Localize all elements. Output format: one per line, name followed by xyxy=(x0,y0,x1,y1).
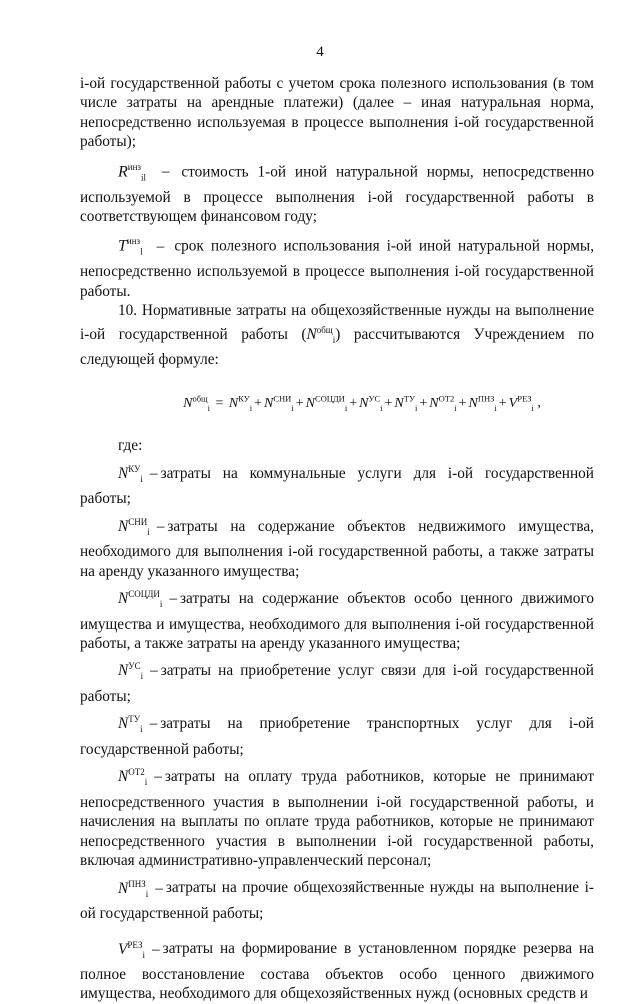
definition-symbol: $N^{ОТ2}_i$ xyxy=(118,767,148,788)
definition-item: $N^{ПНЗ}_i$ – затраты на прочие общехозяйственные нужды на выполнение i-ой государственной работы; xyxy=(80,878,594,923)
definition-item: $N^{СОЦДИ}_i$ – затраты на содержание объектов особо ценного движимого имущества и имущества, необходимого для выполнения i-ой государственной работы, а также затраты на аренду указанного имущества; xyxy=(80,589,594,652)
t-definition: $T^{инз}_l$ – срок полезного использования i-ой иной натуральной нормы, непосредственно используемой в процессе выполнения i-ой государственной работы. xyxy=(80,232,594,301)
definition-text: затраты на прочие общехозяйственные нужды на выполнение i-ой государственной работы; xyxy=(80,879,594,923)
definition-symbol: $N^{КУ}_i$ xyxy=(118,463,143,484)
definition-text: затраты на приобретение услуг связи для i-ой государственной работы; xyxy=(80,662,594,705)
document-body xyxy=(80,74,594,1004)
definition-symbol: $V^{РЕЗ}_i$ xyxy=(118,939,145,960)
page-number: 4 xyxy=(316,44,324,60)
formula-term: $N^{УС}_i$ xyxy=(359,393,383,413)
t-definition-text: срок полезного использования i-ой иной натуральной нормы, непосредственно используемой в процессе выполнения i-ой государственной работы. xyxy=(80,237,595,300)
definition-item: $N^{УС}_i$ – затраты на приобретение услуг связи для i-ой государственной работы; xyxy=(80,661,594,705)
definition-symbol: $N^{СОЦДИ}_i$ xyxy=(118,589,163,610)
paragraph-10: 10. Нормативные затраты на общехозяйственные нужды на выполнение i-ой государственной работы $(N^{общ}_i)$ рассчитываются Учреждением по следующей формуле: xyxy=(80,302,594,369)
n-total-symbol: $N^{общ}_i$ xyxy=(306,324,336,345)
r-definition: $R^{инз}_{il}$ – стоимость 1-ой иной натуральной нормы, непосредственно используемой в процессе выполнения i-ой государственной работы в соответствующем финансовом году; xyxy=(80,158,594,227)
formula-term: $N^{ПНЗ}_i$ xyxy=(468,393,497,413)
definition-symbol: $N^{ТУ}_i$ xyxy=(118,714,143,735)
formula-term: $N^{КУ}_i$ xyxy=(228,393,253,413)
definition-symbol: $N^{ПНЗ}_i$ xyxy=(118,878,149,899)
definition-text: затраты на содержание объектов особо ценного движимого имущества и имущества, необходимого для выполнения i-ой государственной работы, а также затраты на аренду указанного имущества; xyxy=(80,590,594,652)
definition-symbol: $N^{УС}_i$ xyxy=(118,661,144,682)
definition-item: $N^{КУ}_i$ – затраты на коммунальные услуги для i-ой государственной работы; xyxy=(80,463,594,508)
definition-text: затраты на коммунальные услуги для i-ой государственной работы; xyxy=(80,464,594,508)
formula-term: $V^{РЕЗ}_i$ xyxy=(508,393,534,413)
r-symbol: $R^{инз}_{il}$ xyxy=(118,161,146,183)
definition-item: $V^{РЕЗ}_i$ – затраты на формирование в установленном порядке резерва на полное восстановление состава объектов особо ценного движимого имущества, необходимого для общехозяйственных нужд (основных средств и xyxy=(80,939,594,1003)
definition-list xyxy=(80,460,594,1004)
formula-term: $N^{ТУ}_i$ xyxy=(394,393,418,413)
formula-lhs: $N^{общ}_i$ xyxy=(183,393,210,413)
definition-text: затраты на приобретение транспортных услуг для i-ой государственной работы; xyxy=(80,715,594,758)
r-definition-text: стоимость 1-ой иной натуральной нормы, непосредственно используемой в процессе выполнения i-ой государственной работы в соответствующем финансовом году; xyxy=(80,162,595,225)
definition-symbol: $N^{СНИ}_i$ xyxy=(118,516,150,537)
cost-formula: $N^{общ}_i = N^{КУ}_i + N^{СНИ}_i + N^{СОЦДИ}_i + N^{УС}_i + N^{ТУ}_i + N^{ОТ2}_i + N^{ПНЗ}_i + V^{РЕЗ}_i$ , xyxy=(183,393,541,413)
where-label: где: xyxy=(118,437,143,455)
intro-paragraph: i-ой государственной работы с учетом срока полезного использования (в том числе затраты на арендные платежи) (далее – иная натуральная норма, непосредственно используемая в процессе выполнения i-ой государственной работы); xyxy=(80,75,594,151)
definition-text: затраты на формирование в установленном порядке резерва на полное восстановление состава объектов особо ценного движимого имущества, необходимого для общехозяйственных нужд (основных средств и xyxy=(80,940,594,1003)
definition-text: затраты на оплату труда работников, которые не принимают непосредственного участия в выполнении i-ой государственной работы, и начисления на выплаты по оплате труда работников, которые не принимают непосредственного участия в выполнении i-ой государственной работы, включая административно-управленческий персонал; xyxy=(80,768,594,870)
definition-item: $N^{СНИ}_i$ – затраты на содержание объектов недвижимого имущества, необходимого для выполнения i-ой государственной работы, а также затраты на аренду указанного имущества; xyxy=(80,516,594,580)
definition-item: $N^{ТУ}_i$ – затраты на приобретение транспортных услуг для i-ой государственной работы; xyxy=(80,714,594,758)
formula-term: $N^{СОЦДИ}_i$ xyxy=(305,393,348,413)
t-symbol: $T^{инз}_l$ xyxy=(118,236,143,257)
definition-item: $N^{ОТ2}_i$ – затраты на оплату труда работников, которые не принимают непосредственного участия в выполнении i-ой государственной работы, и начисления на выплаты по оплате труда работников, которые не принимают непосредственного участия в выполнении i-ой государственной работы, включая административно-управленческий персонал; xyxy=(80,767,594,870)
formula-term: $N^{ОТ2}_i$ xyxy=(429,393,457,413)
formula-term: $N^{СНИ}_i$ xyxy=(264,393,294,413)
definition-text: затраты на содержание объектов недвижимого имущества, необходимого для выполнения i-ой государственной работы, а также затраты на аренду указанного имущества; xyxy=(80,517,594,580)
